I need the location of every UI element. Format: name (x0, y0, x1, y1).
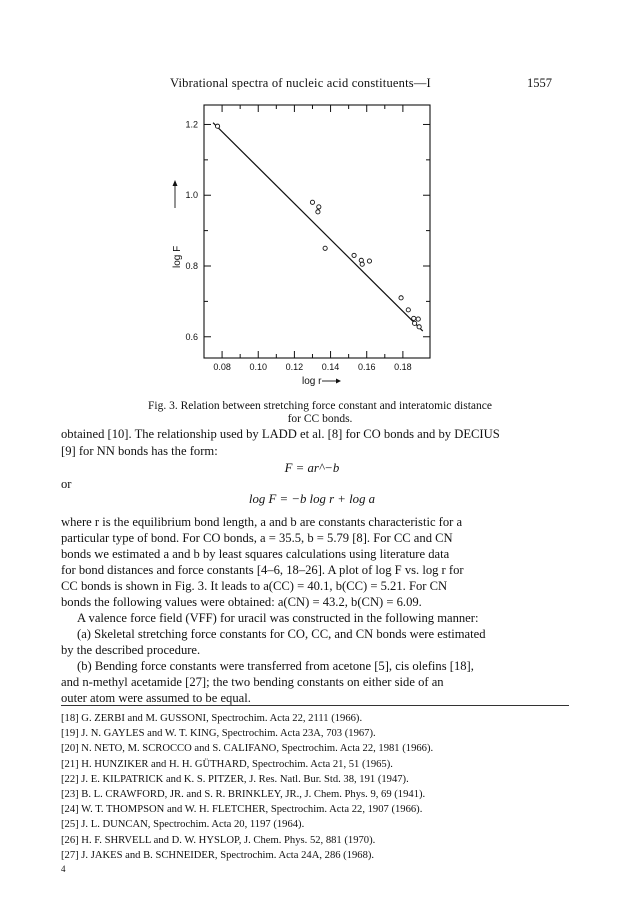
reference-24: [24] W. T. THOMPSON and W. H. FLETCHER, Spectrochim. Acta 22, 1907 (1966). (61, 804, 423, 816)
para2-line-6: bonds the following values were obtained: a(CN) = 43.2, b(CN) = 6.09. (61, 595, 422, 609)
equation-1: F = ar^−b (284, 461, 340, 475)
data-point (360, 262, 364, 266)
data-point (413, 321, 417, 325)
caption-line-1: Relation between stretching force constant and interatomic distance (180, 400, 492, 412)
equation-2: log F = −b log r + log a (248, 492, 376, 506)
para3-line-3: by the described procedure. (61, 643, 201, 657)
footer-mark: 4 (61, 864, 66, 874)
reference-23: [23] B. L. CRAWFORD, JR. and S. R. BRINKLEY, JR., J. Chem. Phys. 9, 69 (1941). (61, 789, 426, 801)
reference-20: [20] N. NETO, M. SCROCCO and S. CALIFANO, Spectrochim. Acta 22, 1981 (1966). (61, 743, 434, 755)
data-point (215, 124, 219, 128)
para3-line-2: (a) Skeletal stretching force constants for CO, CC, and CN bonds were estimated (77, 627, 486, 641)
page-number: 1557 (527, 76, 552, 90)
y-tick-label: 0.8 (185, 261, 198, 271)
data-point (399, 296, 403, 300)
x-tick-label: 0.16 (357, 362, 376, 372)
data-point (310, 200, 314, 204)
data-point (412, 316, 416, 320)
x-axis-label: log r (302, 376, 322, 387)
data-point (323, 246, 327, 250)
y-tick-labels (185, 119, 198, 341)
x-tick-label: 0.10 (249, 362, 268, 372)
y-tick-label: 1.0 (185, 190, 198, 201)
figure-caption (90, 400, 550, 426)
reference-26: [26] H. F. SHRVELL and D. W. HYSLOP, J. Chem. Phys. 52, 881 (1970). (61, 834, 376, 846)
para2-line-4: for bond distances and force constants [4–6, 18–26]. A plot of log F vs. log r for (61, 563, 464, 577)
plot-border (204, 105, 430, 358)
caption-label: Fig. 3. (148, 400, 178, 412)
reference-18: [18] G. ZERBI and M. GUSSONI, Spectrochim. Acta 22, 2111 (1966). (61, 713, 363, 724)
running-title: Vibrational spectra of nucleic acid constituents—I (170, 76, 431, 90)
reference-19: [19] J. N. GAYLES and W. T. KING, Spectrochim. Acta 23A, 703 (1967). (61, 728, 376, 740)
reference-25: [25] J. L. DUNCAN, Spectrochim. Acta 20, 1197 (1964). (61, 819, 305, 831)
x-tick-label: 0.18 (394, 362, 412, 372)
para2-line-1: where r is the equilibrium bond length, a and b are constants characteristic for a (61, 515, 463, 529)
para2-line-3: bonds we estimated a and b by least squares calculations using literature data (61, 547, 450, 561)
body-line-2: [9] for NN bonds has the form: (61, 444, 218, 458)
y-axis-arrowhead (173, 180, 178, 186)
x-tick-label: 0.08 (213, 362, 231, 372)
x-tick-labels (213, 362, 411, 372)
caption-line-2: for CC bonds. (287, 413, 353, 425)
scatter-plot (0, 0, 624, 400)
data-point (367, 259, 371, 263)
reference-22: [22] J. E. KILPATRICK and K. S. PITZER, J. Res. Natl. Bur. Std. 38, 191 (1947). (61, 773, 409, 785)
regression-line (213, 123, 423, 331)
y-tick-label: 1.2 (185, 119, 198, 130)
y-axis-label: log F (172, 245, 183, 268)
para3-line-4: (b) Bending force constants were transferred from acetone [5], cis olefins [18], (77, 659, 474, 673)
reference-list (61, 711, 569, 863)
x-tick-label: 0.12 (285, 362, 304, 372)
reference-27: [27] J. JAKES and B. SCHNEIDER, Spectrochim. Acta 24A, 286 (1968). (61, 849, 375, 861)
data-point (416, 317, 420, 321)
data-point (406, 308, 410, 312)
para3-line-6: outer atom were assumed to be equal. (61, 691, 251, 705)
data-point (417, 325, 421, 329)
fit-line-layer (213, 123, 423, 331)
para3-line-5: and n-methyl acetamide [27]; the two bending constants on either side of an (61, 675, 444, 689)
reference-21: [21] H. HUNZIKER and H. H. GÜTHARD, Spectrochim. Acta 21, 51 (1965). (61, 758, 393, 770)
x-axis-arrowhead (336, 379, 341, 384)
data-point (352, 253, 356, 257)
or-word: or (61, 477, 72, 491)
para2-line-5: CC bonds is shown in Fig. 3. It leads to a(CC) = 40.1, b(CC) = 5.21. For CN (61, 579, 448, 593)
body-line-1: obtained [10]. The relationship used by LADD et al. [8] for CO bonds and by DECIUS (61, 427, 500, 441)
para2-line-2: particular type of bond. For CO bonds, a = 35.5, b = 5.79 [8]. For CC and CN (61, 531, 453, 545)
y-tick-label: 0.6 (185, 331, 198, 342)
x-tick-label: 0.14 (321, 362, 340, 372)
data-point (316, 210, 320, 214)
data-point (317, 205, 321, 209)
plot-frame (204, 105, 430, 358)
para3-line-1: A valence force field (VFF) for uracil was constructed in the following manner: (77, 611, 479, 625)
reference-divider (61, 705, 569, 706)
